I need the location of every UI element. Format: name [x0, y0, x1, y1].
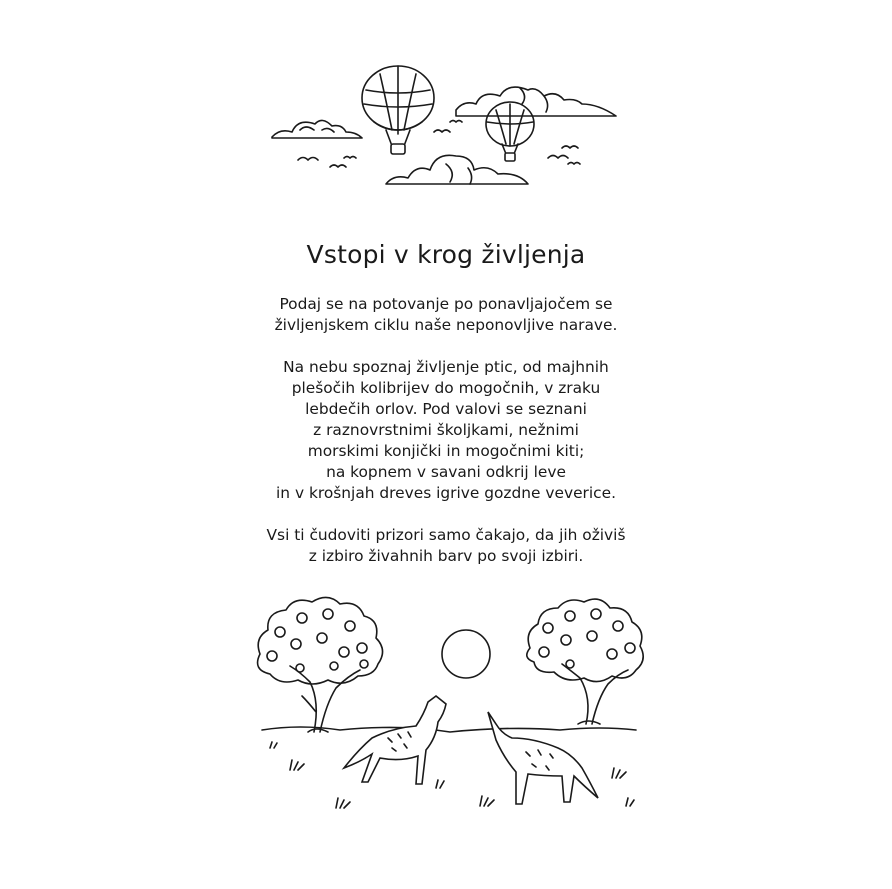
intro-text: [146, 294, 746, 588]
paragraph: [146, 294, 746, 336]
text-line: življenjskem ciklu naše neponovljive narave.: [274, 316, 618, 334]
text-line: z raznovrstnimi školjkami, nežnimi: [313, 421, 579, 439]
cloud-icon: [456, 87, 616, 116]
moon-icon: [442, 630, 490, 678]
text-line: Podaj se na potovanje po ponavljajočem se: [279, 295, 613, 313]
cloud-icon: [272, 120, 362, 138]
howling-wolf-icon: [344, 696, 446, 784]
birds-icon: [298, 157, 356, 168]
tree-icon: [258, 597, 383, 732]
text-line: z izbiro živahnih barv po svoji izbiri.: [308, 547, 584, 565]
tree-icon: [527, 599, 643, 724]
text-line: lebdečih orlov. Pod valovi se seznani: [305, 400, 587, 418]
paragraph: [146, 525, 746, 567]
paragraph: [146, 357, 746, 504]
hot-air-balloon-small-icon: [486, 102, 534, 161]
howling-wolf-icon: [488, 712, 598, 804]
page-title: Vstopi v krog življenja: [306, 240, 586, 269]
hot-air-balloon-icon: [362, 66, 434, 154]
text-line: na kopnem v savani odkrij leve: [326, 463, 566, 481]
text-line: plešočih kolibrijev do mogočnih, v zraku: [291, 379, 601, 397]
text-line: Na nebu spoznaj življenje ptic, od majhnih: [283, 358, 609, 376]
wolves-illustration: [240, 592, 652, 822]
balloons-illustration: [260, 60, 630, 195]
text-line: Vsi ti čudoviti prizori samo čakajo, da jih oživiš: [266, 526, 626, 544]
text-line: in v krošnjah dreves igrive gozdne veverice.: [276, 484, 616, 502]
text-line: morskimi konjički in mogočnimi kiti;: [307, 442, 585, 460]
